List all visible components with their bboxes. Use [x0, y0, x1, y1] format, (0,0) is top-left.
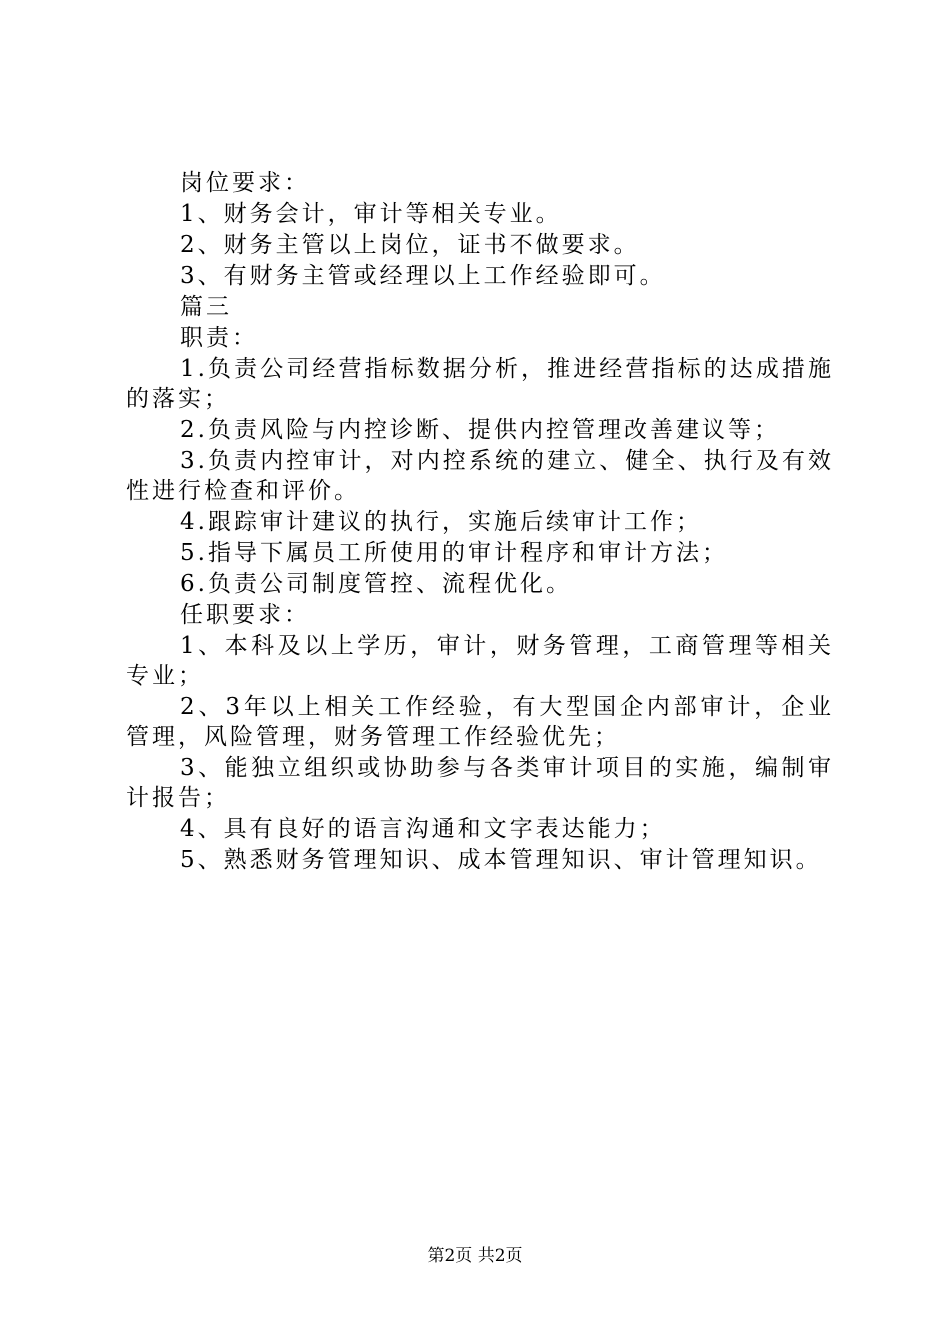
section-heading-part-three: 篇三 [180, 294, 232, 320]
paragraph-qualification-5: 5、熟悉财务管理知识、成本管理知识、审计管理知识。 [180, 847, 822, 873]
paragraph-duty-6: 6.负责公司制度管控、流程优化。 [180, 571, 572, 597]
document-body [126, 168, 834, 876]
paragraph-qualifications-heading: 任职要求： [180, 602, 310, 628]
paragraph-qualification-1: 1、本科及以上学历，审计，财务管理，工商管理等相关专业； [126, 633, 834, 689]
paragraph-post-requirements-heading: 岗位要求： [180, 170, 310, 196]
paragraph-duty-1: 1.负责公司经营指标数据分析，推进经营指标的达成措施的落实； [126, 356, 834, 412]
paragraph-qualification-2: 2、3年以上相关工作经验，有大型国企内部审计，企业管理，风险管理，财务管理工作经验优先； [126, 694, 834, 750]
paragraph-duty-5: 5.指导下属员工所使用的审计程序和审计方法； [180, 540, 728, 566]
page-number-indicator: 第2页 共2页 [427, 1246, 523, 1266]
page-footer [0, 1245, 950, 1267]
paragraph-qualification-3: 3、能独立组织或协助参与各类审计项目的实施，编制审计报告； [126, 755, 834, 811]
paragraph-requirement-2: 2、财务主管以上岗位，证书不做要求。 [180, 232, 640, 258]
paragraph-qualification-4: 4、具有良好的语言沟通和文字表达能力； [180, 816, 666, 842]
paragraph-duty-4: 4.跟踪审计建议的执行，实施后续审计工作； [180, 509, 702, 535]
paragraph-requirement-1: 1、财务会计，审计等相关专业。 [180, 201, 562, 227]
paragraph-requirement-3: 3、有财务主管或经理以上工作经验即可。 [180, 263, 666, 289]
paragraph-duty-3: 3.负责内控审计，对内控系统的建立、健全、执行及有效性进行检查和评价。 [126, 448, 834, 504]
paragraph-duties-heading: 职责： [180, 325, 258, 351]
paragraph-duty-2: 2.负责风险与内控诊断、提供内控管理改善建议等； [180, 417, 780, 443]
